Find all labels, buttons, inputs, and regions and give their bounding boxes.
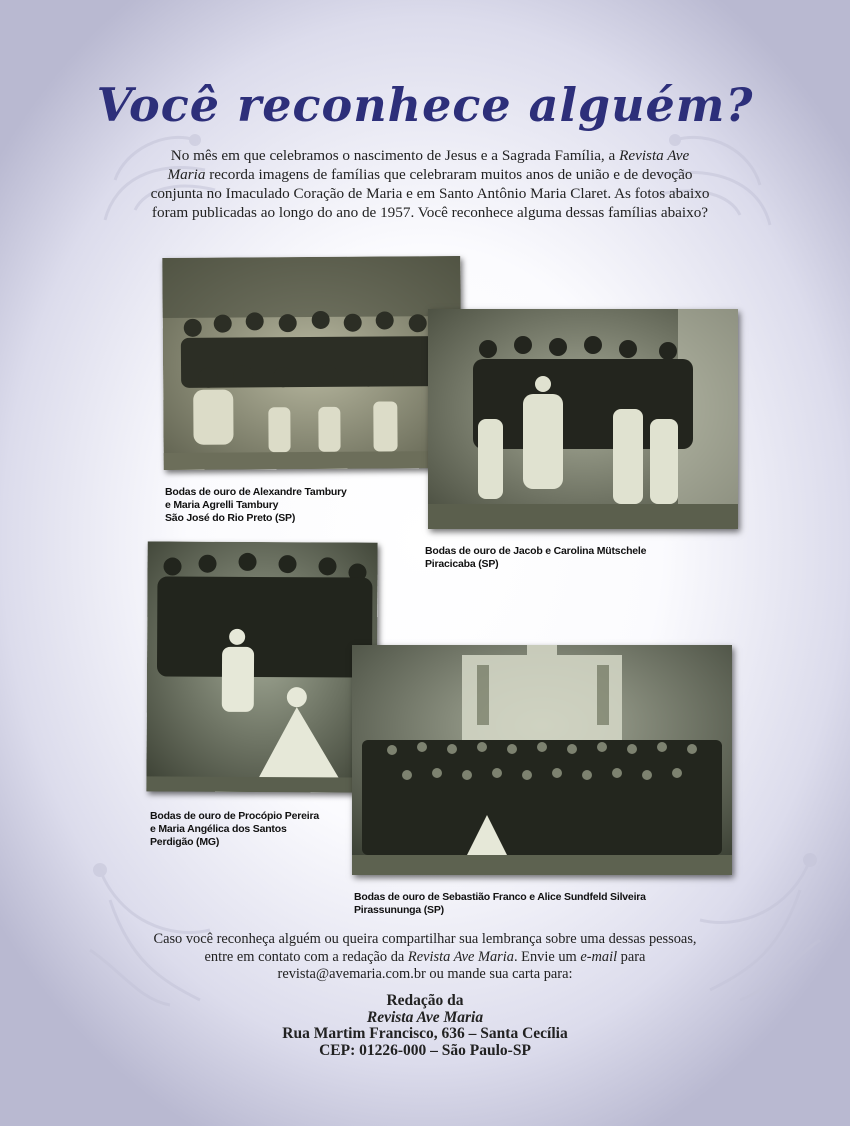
address-line-3: CEP: 01226-000 – São Paulo-SP bbox=[319, 1041, 531, 1059]
caption-tambury-family bbox=[165, 486, 347, 525]
intro-text-part-1: No mês em que celebramos o nascimento de Jesus e a Sagrada Família, a bbox=[170, 147, 620, 164]
address-line-1-prefix: Redação da bbox=[386, 992, 464, 1009]
caption-line: Bodas de ouro de Alexandre Tambury bbox=[165, 486, 347, 498]
contact-email-word: e-mail bbox=[580, 948, 618, 965]
photo-franco-silveira-family bbox=[352, 645, 732, 875]
intro-paragraph bbox=[150, 146, 710, 222]
caption-line: São José do Rio Preto (SP) bbox=[165, 512, 296, 524]
caption-line: Bodas de ouro de Jacob e Carolina Mütschele bbox=[425, 545, 647, 557]
intro-text-part-2: recorda imagens de famílias que celebraram muitos anos de união e de devoção conjunta no Imaculado Coração de Maria e em Santo Antônio Maria Claret. As fotos abaixo foram publicadas ao longo do ano de 1957. Você reconhece alguma dessas famílias abaixo? bbox=[150, 166, 710, 221]
photo-mutschele-family bbox=[428, 309, 738, 529]
photo-perdigao-family bbox=[146, 541, 377, 792]
caption-line: Perdigão (MG) bbox=[150, 836, 220, 848]
photo-tambury-family bbox=[162, 256, 461, 470]
caption-line: Bodas de ouro de Sebastião Franco e Alice Sundfeld Silveira bbox=[354, 891, 646, 903]
caption-line: Pirassununga (SP) bbox=[354, 904, 444, 916]
address-line-1 bbox=[200, 993, 650, 1026]
mailing-address bbox=[200, 993, 650, 1059]
caption-line: e Maria Agrelli Tambury bbox=[165, 499, 279, 511]
intro-magazine-name: Revista Ave Maria bbox=[167, 147, 690, 183]
caption-perdigao-family bbox=[150, 810, 319, 849]
caption-line: e Maria Angélica dos Santos bbox=[150, 823, 287, 835]
contact-text-part-2: . Envie um bbox=[513, 948, 581, 965]
address-line-2: Rua Martim Francisco, 636 – Santa Cecília bbox=[282, 1025, 568, 1042]
caption-line: Piracicaba (SP) bbox=[425, 558, 499, 570]
contact-magazine-name: Revista Ave Maria bbox=[407, 948, 514, 965]
page-title: Você reconhece alguém? bbox=[96, 78, 754, 132]
caption-line: Bodas de ouro de Procópio Pereira bbox=[150, 810, 320, 822]
caption-franco-silveira-family bbox=[354, 891, 646, 917]
contact-paragraph bbox=[145, 931, 705, 984]
address-magazine-name: Revista Ave Maria bbox=[366, 1008, 484, 1026]
contact-text-part-1: Caso você reconheça alguém ou queira compartilhar sua lembrança sobre uma dessas pessoas, entre em contato com a redação da bbox=[153, 931, 697, 965]
caption-mutschele-family bbox=[425, 545, 646, 571]
contact-text-part-3: para revista@avemaria.com.br ou mande sua carta para: bbox=[277, 948, 646, 982]
